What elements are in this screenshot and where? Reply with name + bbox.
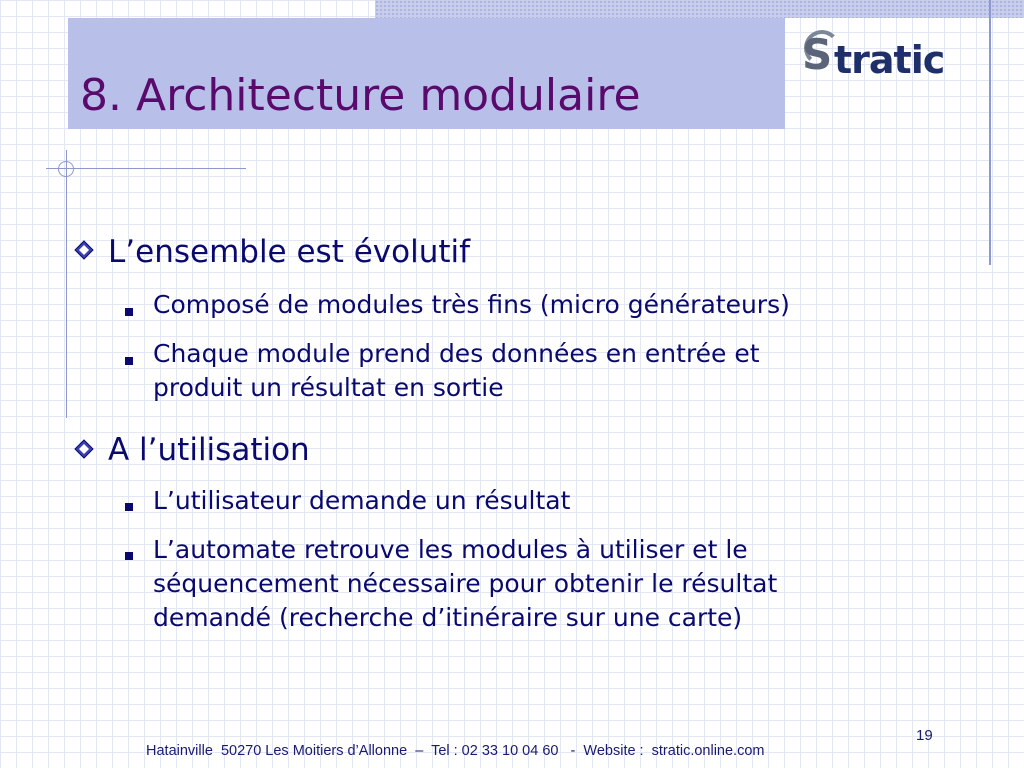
square-bullet-icon — [125, 503, 133, 511]
sub-bullet-line: séquencement nécessaire pour obtenir le résultat — [153, 569, 778, 598]
footer-contact: Hatainville 50270 Les Moitiers d’Allonne – Tel : 02 33 10 04 60 - Website : stratic.online.com — [146, 743, 765, 759]
left-vertical-line — [66, 150, 67, 418]
sub-bullet-1-1 — [153, 288, 933, 322]
diamond-bullet-icon — [74, 240, 94, 260]
sub-bullet-2-2 — [153, 533, 933, 635]
left-horizontal-line — [46, 168, 246, 169]
sub-bullet-1-2 — [153, 337, 933, 405]
diamond-bullet-icon — [74, 439, 94, 459]
square-bullet-icon — [125, 357, 133, 365]
page-number: 19 — [916, 727, 933, 744]
slide-title: 8. Architecture modulaire — [80, 70, 641, 121]
sub-bullet-line: Composé de modules très fins (micro générateurs) — [153, 290, 790, 319]
square-bullet-icon — [125, 552, 133, 560]
logo-letter-s: S — [802, 30, 832, 79]
crosshair-icon — [58, 161, 74, 177]
sub-bullet-2-1 — [153, 484, 933, 518]
title-banner — [68, 18, 785, 129]
sub-bullet-line: Chaque module prend des données en entrée et — [153, 339, 760, 368]
bullet-heading-2: A l’utilisation — [108, 432, 310, 468]
sub-bullet-line: L’utilisateur demande un résultat — [153, 486, 571, 515]
sub-bullet-line: L’automate retrouve les modules à utiliser et le — [153, 535, 748, 564]
sub-bullet-line: produit un résultat en sortie — [153, 373, 504, 402]
right-decorative-line — [989, 0, 991, 265]
bullet-heading-1: L’ensemble est évolutif — [108, 234, 471, 270]
sub-bullet-line: demandé (recherche d’itinéraire sur une carte) — [153, 603, 743, 632]
top-decorative-band — [375, 0, 1024, 18]
stratic-logo — [800, 26, 985, 96]
logo-wordmark: tratic — [834, 38, 945, 82]
square-bullet-icon — [125, 308, 133, 316]
